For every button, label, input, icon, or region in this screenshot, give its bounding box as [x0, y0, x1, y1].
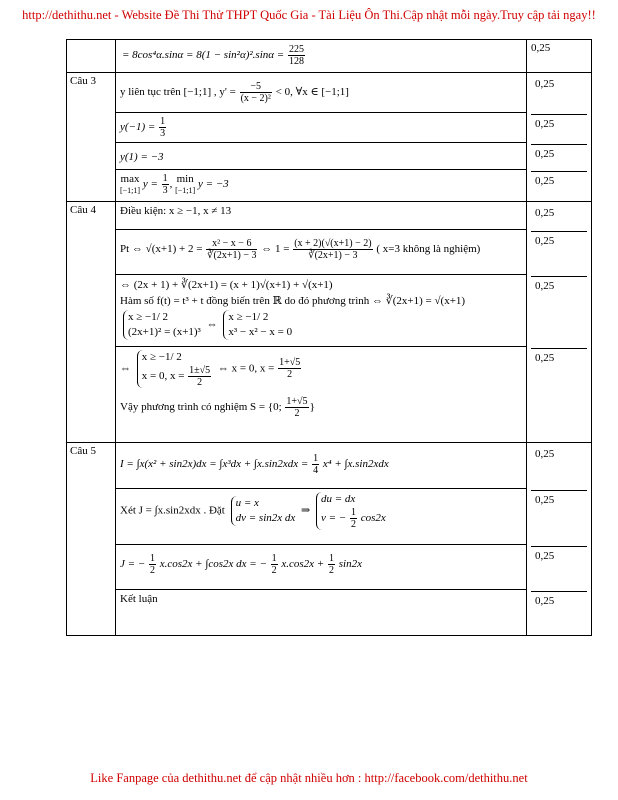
solution-step: y(−1) = $\frac{1}{3}$: [116, 113, 526, 143]
score: 0,25: [531, 547, 587, 592]
score: 0,25: [531, 145, 587, 172]
solution-step: Kết luận: [120, 593, 158, 605]
score: 0,25: [531, 75, 587, 115]
score: 0,25: [531, 204, 587, 232]
score: 0,25: [531, 491, 587, 547]
solution-step: ⇔ x ≥ −1/ 2 x = 0, x = $\frac{1\pm√5}{2}$ ⇔ x = 0, x = $\frac{1+√5}{2}$ Vậy phương trình có nghiệm S = {0; $\frac{1+√5}{2}$ }: [120, 351, 315, 419]
table-row: [67, 40, 592, 73]
score: 0,25: [527, 40, 592, 73]
solution-step: ⇔ (2x + 1) + ∛(2x+1) = (x + 1)√(x+1) + √(x+1) Hàm số f(t) = t³ + t đồng biến trên ℝ do đó phương trình ⇔ ∛(2x+1) = √(x+1) x ≥ −1/ 2 (2x+1)² = (x+1)³ ⇔ x ≥ −1/ 2 x³ − x² − x = 0: [116, 275, 526, 347]
table-row: [67, 73, 592, 202]
score: 0,25: [531, 115, 587, 145]
solution-step: = 8cos⁴α.sinα = 8(1 − sin²α)².sinα = $\frac{225}{128}$: [116, 40, 527, 73]
page-header[interactable]: http://dethithu.net - Website Đề Thi Thử THPT Quốc Gia - Tài Liệu Ôn Thi.Cập nhật mỗi ngày.Truy cập tải ngay!!: [22, 8, 596, 22]
table-row: [67, 443, 592, 636]
solution-step: max [−1;1] y = $\frac{1}{3}$ , min [−1;1] y = −3: [120, 172, 229, 196]
score: 0,25: [535, 595, 555, 607]
question-label: Câu 5: [67, 443, 116, 636]
solution-step: Pt ⇔ √(x+1) + 2 = $\frac{\text{x² − x − 6}}{∛(2x+1) - 3}$ ⇔ 1 = $\frac{(x + 2)(√(x+1) - 2)}{∛(2x+1) - 3}$ ( x=3 không là nghiệm): [116, 230, 526, 275]
table-row: [67, 202, 592, 443]
score: 0,25: [531, 232, 587, 277]
score: 0,25: [535, 352, 555, 364]
solution-step: I = ∫x(x² + sin2x)dx = ∫x³dx + ∫x.sin2xdx = $\frac{1}{4}$ x⁴ + ∫x.sin2xdx: [116, 443, 526, 489]
question-label: Câu 3: [67, 73, 116, 202]
score: 0,25: [531, 445, 587, 491]
solution-step: y liên tục trên [−1;1] , y' = $\frac{-5}{\text{(x − 2)²}}$ < 0, ∀x ∈ [−1;1]: [116, 73, 526, 113]
score: 0,25: [531, 277, 587, 349]
solution-step: y(1) = −3: [116, 143, 526, 170]
solution-table: [66, 39, 592, 636]
score: 0,25: [535, 175, 555, 187]
question-label: [67, 40, 116, 73]
solution-step: Điều kiện: x ≥ −1, x ≠ 13: [116, 202, 526, 230]
question-label: Câu 4: [67, 202, 116, 443]
solution-step: Xét J = ∫x.sin2xdx . Đặt u = x dv = sin2x dx ⇒ du = dx v = − $\frac{1}{2}$ cos2x: [116, 489, 526, 545]
solution-step: J = − $\frac{1}{2}$ x.cos2x + ∫cos2x dx = − $\frac{1}{2}$ x.cos2x + $\frac{1}{2}$ sin2x: [116, 545, 526, 590]
page-footer[interactable]: Like Fanpage của dethithu.net để cập nhật nhiều hơn : http://facebook.com/dethithu.net: [90, 771, 528, 785]
